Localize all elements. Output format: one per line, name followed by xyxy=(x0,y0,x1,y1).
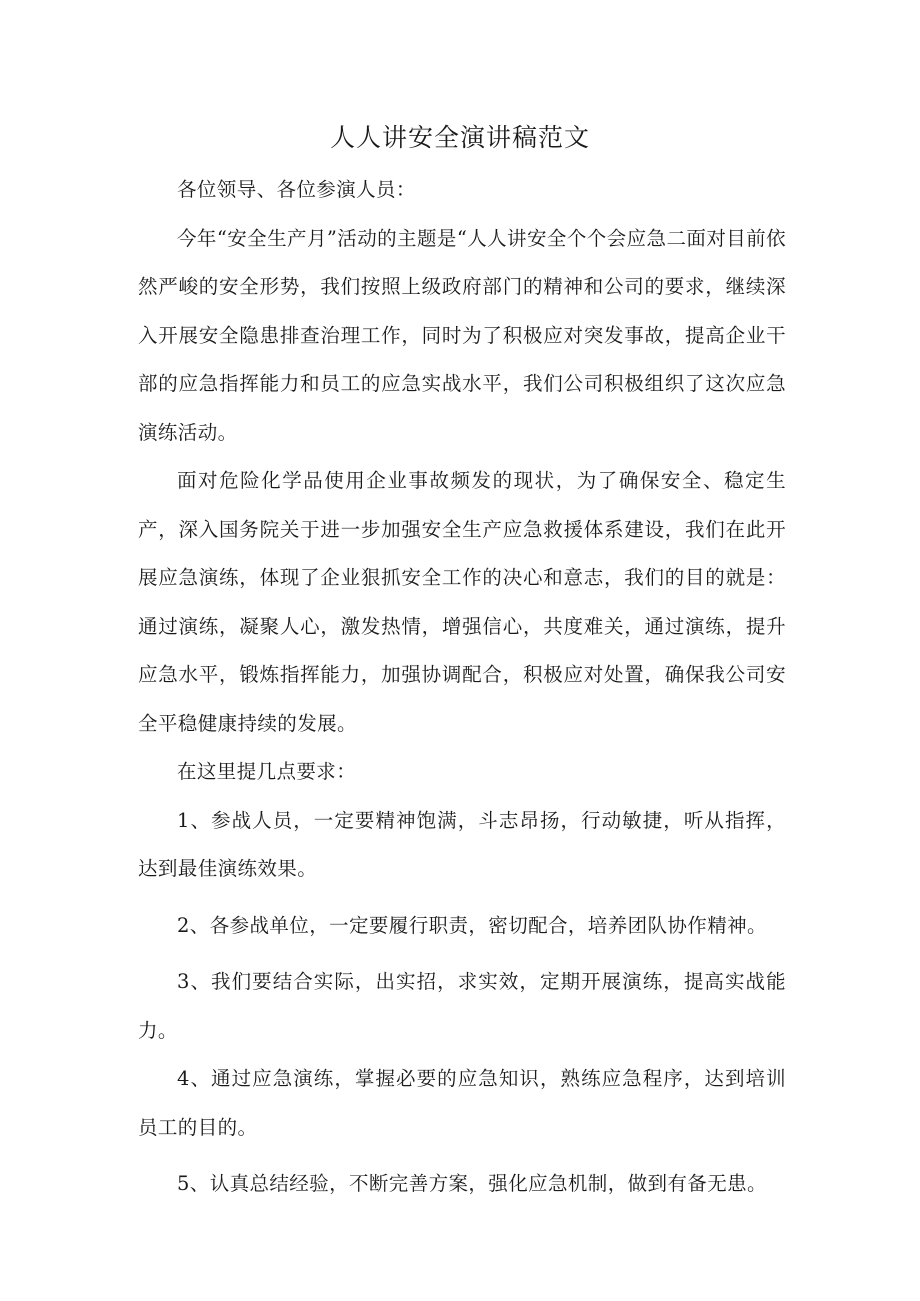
document-title: 人人讲安全演讲稿范文 xyxy=(329,123,590,152)
requirement-item-4: 4、通过应急演练，掌握必要的应急知识，熟练应急程序，达到培训员工的目的。 xyxy=(138,1067,786,1139)
requirement-item-1: 1、参战人员，一定要精神饱满，斗志昂扬，行动敏捷，听从指挥，达到最佳演练效果。 xyxy=(138,808,786,880)
document-body xyxy=(138,166,786,1209)
salutation-paragraph: 各位领导、各位参演人员： xyxy=(177,178,416,201)
purpose-paragraph: 面对危险化学品使用企业事故频发的现状，为了确保安全、稳定生产，深入国务院关于进一步加强安全生产应急救援体系建设，我们在此开展应急演练，体现了企业狠抓安全工作的决心和意志，我们的目的就是：通过演练，凝聚人心，激发热情，增强信心，共度难关，通过演练，提升应急水平，锻炼指挥能力，加强协调配合，积极应对处置，确保我公司安全平稳健康持续的发展。 xyxy=(138,469,786,735)
requirements-heading-paragraph: 在这里提几点要求： xyxy=(177,760,357,783)
requirement-item-2: 2、各参战单位，一定要履行职责，密切配合，培养团队协作精神。 xyxy=(177,913,767,937)
intro-paragraph: 今年“安全生产月”活动的主题是“人人讲安全个个会应急二面对目前依然严峻的安全形势，我们按照上级政府部门的精神和公司的要求，继续深入开展安全隐患排查治理工作，同时为了积极应对突发事故，提高企业干部的应急指挥能力和员工的应急实战水平，我们公司积极组织了这次应急演练活动。 xyxy=(138,226,786,444)
requirement-item-3: 3、我们要结合实际，出实招，求实效，定期开展演练，提高实战能力。 xyxy=(138,970,786,1042)
requirement-item-5: 5、认真总结经验，不断完善方案，强化应急机制，做到有备无患。 xyxy=(177,1172,767,1195)
